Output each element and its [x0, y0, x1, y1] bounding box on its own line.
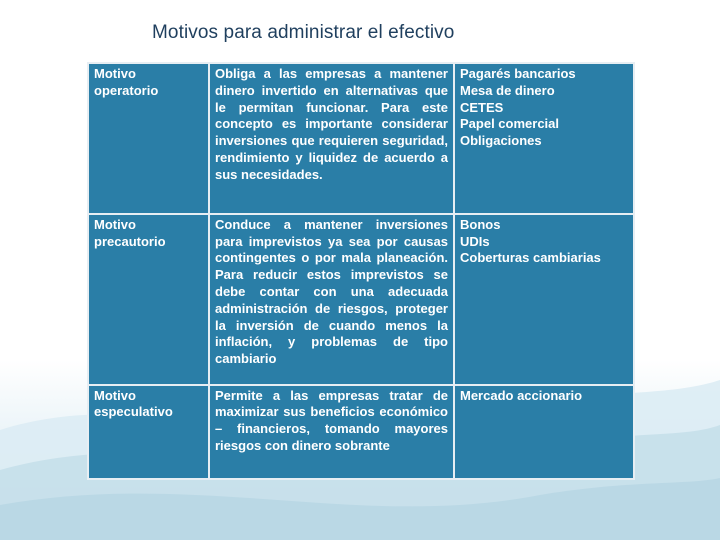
motives-table: [87, 62, 635, 480]
instrument-item: Coberturas cambiarias: [460, 250, 601, 266]
table-row: [88, 385, 634, 479]
table-row: [88, 63, 634, 214]
motive-cell: [88, 385, 209, 479]
instrument-item: UDIs: [460, 233, 490, 249]
instruments-cell: [454, 385, 634, 479]
description-cell: Permite a las empresas tratar de maximizar sus beneficios económico – financieros, tomando mayores riesgos con dinero sobrante: [209, 385, 454, 479]
motive-cell: [88, 214, 209, 385]
instrument-item: Pagarés bancarios: [460, 66, 576, 81]
motive-label: Motivo: [94, 216, 136, 232]
table-row: [88, 214, 634, 385]
instrument-item: Obligaciones: [460, 133, 542, 149]
description-cell: Conduce a mantener inversiones para imprevistos ya sea por causas contingentes o por mala planeación. Para reducir estos imprevistos se debe contar con una adecuada administración de riesgos, proteger la inversión de cuando menos la inflación, y problemas de tipo cambiario: [209, 214, 454, 385]
instrument-item: CETES: [460, 99, 504, 115]
instrument-item: Bonos: [460, 216, 501, 232]
instrument-item: Mercado accionario: [460, 387, 583, 403]
instruments-cell: [454, 214, 634, 385]
motive-label: precautorio: [94, 233, 166, 249]
motive-cell: [88, 63, 209, 214]
description-cell: Obliga a las empresas a mantener dinero invertido en alternativas que le permitan funcionar. Para este concepto es importante considerar inversiones que requieren seguridad, rendimiento y liquidez de acuerdo a sus necesidades.: [209, 63, 454, 214]
motive-label: operatorio: [94, 82, 159, 98]
motive-label: Motivo: [94, 66, 136, 81]
motive-label: Motivo: [94, 387, 136, 403]
instruments-cell: [454, 63, 634, 214]
slide-title: Motivos para administrar el efectivo: [152, 22, 455, 43]
instrument-item: Mesa de dinero: [460, 82, 555, 98]
instrument-item: Papel comercial: [460, 116, 559, 132]
motive-label: especulativo: [94, 404, 173, 420]
